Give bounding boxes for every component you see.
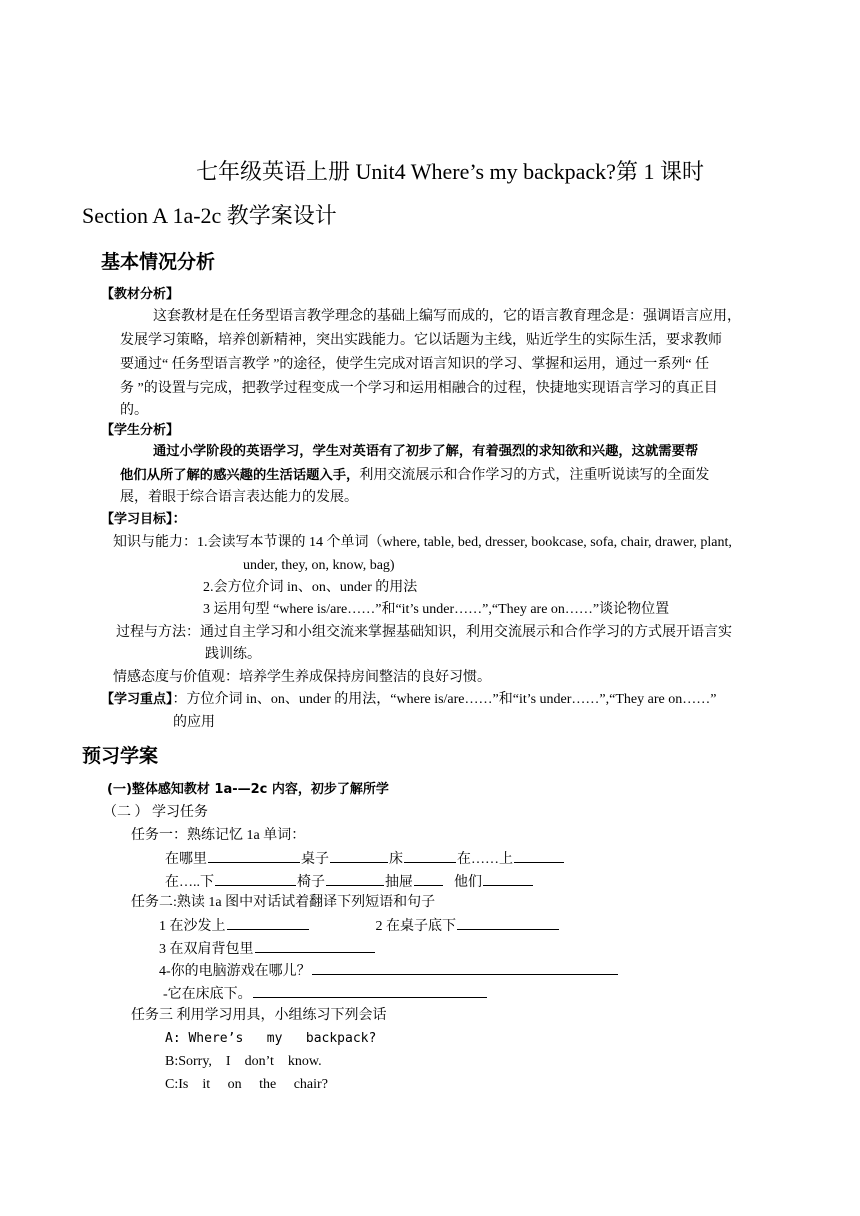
- answer-blank[interactable]: [255, 938, 375, 953]
- student-line-2: [120, 466, 709, 486]
- label-textbook-analysis: 【教材分析】: [101, 287, 180, 302]
- answer-blank[interactable]: [227, 915, 309, 930]
- task-two-row-3: [159, 960, 619, 982]
- answer-blank[interactable]: [330, 848, 388, 863]
- phrase-item: -它在床底下。: [163, 987, 252, 1002]
- student-line-3: 展，着眼于综合语言表达能力的发展。: [120, 490, 358, 505]
- label-learning-goals: 【学习目标】: [101, 512, 173, 527]
- attitude-line: 情感态度与价值观：培养学生养成保持房间整洁的良好习惯。: [113, 670, 491, 685]
- process-text: 通过自主学习和小组交流来掌握基础知识，利用交流展示和合作学习的方式展开语言实: [200, 625, 732, 640]
- phrase-item: 3 在双肩背包里: [159, 942, 254, 957]
- phrase-item: 4-你的电脑游戏在哪儿？: [159, 964, 311, 979]
- dialogue-line-b: B:Sorry, I don’t know.: [165, 1054, 322, 1069]
- answer-blank[interactable]: [414, 871, 443, 886]
- document-subtitle: Section A 1a-2c 教学案设计: [82, 203, 337, 228]
- vocab-item: 桌子: [301, 852, 329, 867]
- part-one-heading: (一)整体感知教材 1a-—2c 内容，初步了解所学: [107, 782, 389, 797]
- label-key-points: 【学习重点】: [101, 692, 173, 707]
- label-colon: ：: [172, 512, 187, 527]
- textbook-line: 这套教材是在任务型语言教学理念的基础上编写而成的，它的语言教育理念是：强调语言应用，: [153, 309, 741, 324]
- knowledge-item-1-continued: under, they, on, know, bag): [243, 558, 395, 573]
- heading-basic-analysis: 基本情况分析: [101, 251, 216, 273]
- textbook-line: 发展学习策略，培养创新精神，突出实践能力。它以话题为主线，贴近学生的实际生活，要求教师: [120, 333, 722, 348]
- learning-goals-label: [101, 510, 187, 530]
- knowledge-item-2: 2.会方位介词 in、on、under 的用法: [203, 580, 418, 595]
- task-three-label: 任务三 利用学习用具，小组练习下列会话: [131, 1008, 387, 1023]
- task-two-row-4: [163, 983, 488, 1005]
- vocab-item: 抽屉: [385, 875, 413, 890]
- vocab-item: 床: [389, 852, 403, 867]
- student-line-1: 通过小学阶段的英语学习，学生对英语有了初步了解，有着强烈的求知欲和兴趣，这就需要帮: [153, 444, 699, 459]
- dialogue-line-a: A: Where’s my backpack?: [165, 1031, 377, 1046]
- answer-blank[interactable]: [404, 848, 456, 863]
- knowledge-item-3: 3 运用句型 “where is/are……”和“it’s under……”,“They are on……”谈论物位置: [203, 602, 670, 617]
- vocab-item: 他们: [454, 875, 482, 890]
- knowledge-label: 知识与能力：: [113, 535, 197, 550]
- key-points-line: [101, 690, 716, 710]
- textbook-line: 务 ”的设置与完成，把教学过程变成一个学习和运用相融合的过程，快捷地实现语言学习的真正目: [120, 381, 718, 396]
- answer-blank[interactable]: [326, 871, 384, 886]
- process-label: 过程与方法：: [116, 625, 200, 640]
- vocab-item: 在……上: [457, 852, 513, 867]
- document-title: 七年级英语上册 Unit4 Where’s my backpack?第 1 课时: [196, 159, 704, 184]
- answer-blank[interactable]: [208, 848, 300, 863]
- task-one-row-2: [165, 871, 534, 893]
- task-one-label: 任务一：熟练记忆 1a 单词：: [131, 828, 306, 843]
- vocab-item: 椅子: [297, 875, 325, 890]
- answer-blank[interactable]: [514, 848, 564, 863]
- textbook-line: 要通过“ 任务型语言教学 ”的途径，使学生完成对语言知识的学习、掌握和运用，通过一系列“ 任: [120, 357, 710, 372]
- task-one-row-1: [165, 848, 565, 870]
- knowledge-line-1: [113, 533, 732, 553]
- phrase-item: 2 在桌子底下: [375, 919, 456, 934]
- dialogue-line-c: C:Is it on the chair?: [165, 1077, 328, 1092]
- task-two-label: 任务二:熟读 1a 图中对话试着翻译下列短语和句子: [131, 895, 436, 910]
- answer-blank[interactable]: [483, 871, 533, 886]
- label-student-analysis: 【学生分析】: [101, 423, 180, 438]
- vocab-item: 在哪里: [165, 852, 207, 867]
- heading-preview-plan: 预习学案: [82, 745, 159, 767]
- process-line-1: [116, 623, 732, 643]
- student-line-2-bold: 他们从所了解的感兴趣的生活话题入手，: [120, 468, 360, 483]
- answer-blank[interactable]: [312, 960, 618, 975]
- phrase-item: 1 在沙发上: [159, 919, 226, 934]
- task-two-row-1: [159, 915, 560, 937]
- answer-blank[interactable]: [253, 983, 487, 998]
- student-line-2-rest: 利用交流展示和合作学习的方式，注重听说读写的全面发: [359, 468, 710, 483]
- key-points-text: ：方位介词 in、on、under 的用法，“where is/are……”和“it’s under……”,“They are on……”: [172, 692, 717, 707]
- answer-blank[interactable]: [457, 915, 559, 930]
- answer-blank[interactable]: [215, 871, 296, 886]
- process-text-continued: 践训练。: [205, 647, 261, 662]
- knowledge-item-1: 1.会读写本节课的 14 个单词（where, table, bed, dresser, bookcase, sofa, chair, drawer, plant,: [197, 535, 732, 550]
- task-two-row-2: [159, 938, 376, 960]
- textbook-line: 的。: [120, 403, 148, 418]
- vocab-item: 在…..下: [165, 875, 214, 890]
- key-points-text-continued: 的应用: [173, 715, 215, 730]
- part-two-heading: （二 ） 学习任务: [103, 805, 208, 820]
